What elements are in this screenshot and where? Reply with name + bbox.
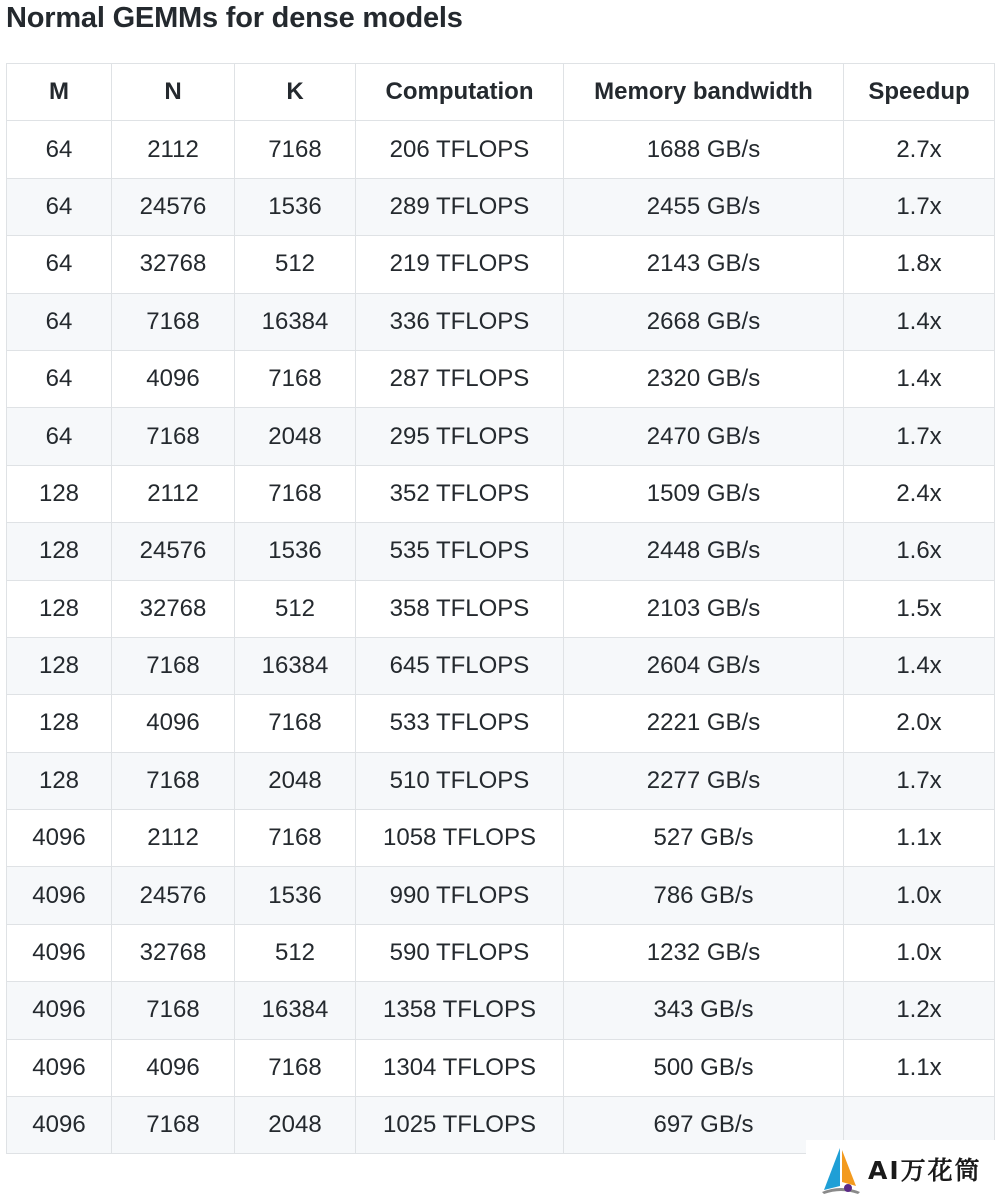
table-cell-n: 4096 [112,1039,235,1096]
table-cell-k: 2048 [235,1097,356,1154]
table-body [7,121,995,1154]
table-cell-m: 4096 [7,810,112,867]
table-cell-k: 7168 [235,1039,356,1096]
table-cell-m: 4096 [7,1097,112,1154]
table-cell-n: 7168 [112,982,235,1039]
table-cell-k: 16384 [235,293,356,350]
table-cell-m: 128 [7,523,112,580]
table-cell-n: 7168 [112,637,235,694]
table-cell-m: 4096 [7,982,112,1039]
table-cell-speedup: 1.7x [844,752,995,809]
table-cell-k: 16384 [235,637,356,694]
table-header [7,64,995,121]
table-cell-memory-bandwidth: 786 GB/s [564,867,844,924]
table-cell-computation: 289 TFLOPS [356,178,564,235]
table-cell-speedup: 1.4x [844,637,995,694]
table-cell-computation: 336 TFLOPS [356,293,564,350]
table-cell-m: 64 [7,408,112,465]
table-cell-memory-bandwidth: 1232 GB/s [564,924,844,981]
table-cell-k: 512 [235,236,356,293]
table-cell-memory-bandwidth: 2221 GB/s [564,695,844,752]
table-cell-computation: 990 TFLOPS [356,867,564,924]
table-cell-n: 32768 [112,580,235,637]
table-cell-k: 1536 [235,867,356,924]
table-row [7,752,995,809]
table-cell-m: 128 [7,637,112,694]
table-cell-m: 4096 [7,867,112,924]
table-row [7,178,995,235]
table-cell-n: 7168 [112,408,235,465]
table-cell-computation: 219 TFLOPS [356,236,564,293]
table-cell-n: 24576 [112,523,235,580]
table-cell-memory-bandwidth: 2143 GB/s [564,236,844,293]
table-cell-memory-bandwidth: 1509 GB/s [564,465,844,522]
table-cell-n: 7168 [112,1097,235,1154]
table-cell-memory-bandwidth: 2668 GB/s [564,293,844,350]
table-cell-n: 4096 [112,695,235,752]
table-cell-speedup: 1.5x [844,580,995,637]
table-cell-computation: 1304 TFLOPS [356,1039,564,1096]
table-cell-memory-bandwidth: 527 GB/s [564,810,844,867]
table-cell-m: 128 [7,752,112,809]
table-cell-computation: 645 TFLOPS [356,637,564,694]
table-cell-speedup: 1.1x [844,810,995,867]
table-cell-computation: 1025 TFLOPS [356,1097,564,1154]
table-cell-computation: 1058 TFLOPS [356,810,564,867]
table-cell-k: 7168 [235,350,356,407]
table-cell-k: 512 [235,580,356,637]
table-header-row [7,64,995,121]
table-cell-k: 512 [235,924,356,981]
table-cell-m: 64 [7,350,112,407]
table-row [7,637,995,694]
table-cell-k: 1536 [235,523,356,580]
table-row [7,867,995,924]
table-cell-m: 64 [7,121,112,178]
table-cell-speedup: 1.8x [844,236,995,293]
table-cell-n: 32768 [112,236,235,293]
table-cell-m: 4096 [7,1039,112,1096]
table-cell-m: 64 [7,178,112,235]
table-row [7,982,995,1039]
table-cell-speedup: 2.4x [844,465,995,522]
table-cell-speedup: 1.7x [844,408,995,465]
table-row [7,695,995,752]
column-header-m: M [7,64,112,121]
table-cell-memory-bandwidth: 697 GB/s [564,1097,844,1154]
table-cell-m: 128 [7,465,112,522]
table-cell-speedup: 1.2x [844,982,995,1039]
table-cell-memory-bandwidth: 500 GB/s [564,1039,844,1096]
table-cell-speedup: 1.0x [844,924,995,981]
table-row [7,293,995,350]
table-cell-speedup: 1.6x [844,523,995,580]
table-cell-computation: 1358 TFLOPS [356,982,564,1039]
table-cell-memory-bandwidth: 2455 GB/s [564,178,844,235]
table-cell-speedup: 2.7x [844,121,995,178]
watermark-text: AI万花筒 [868,1156,982,1185]
table-row [7,580,995,637]
table-cell-m: 128 [7,695,112,752]
table-cell-n: 2112 [112,465,235,522]
table-row [7,350,995,407]
table-row [7,924,995,981]
table-cell-k: 7168 [235,465,356,522]
table-cell-memory-bandwidth: 2277 GB/s [564,752,844,809]
table-cell-n: 4096 [112,350,235,407]
table-cell-computation: 287 TFLOPS [356,350,564,407]
table-cell-speedup: 1.4x [844,293,995,350]
table-row [7,810,995,867]
table-cell-k: 16384 [235,982,356,1039]
table-cell-memory-bandwidth: 2604 GB/s [564,637,844,694]
table-cell-computation: 535 TFLOPS [356,523,564,580]
table-cell-memory-bandwidth: 2320 GB/s [564,350,844,407]
table-cell-n: 24576 [112,178,235,235]
table-row [7,523,995,580]
table-cell-m: 64 [7,236,112,293]
table-cell-computation: 295 TFLOPS [356,408,564,465]
gemm-table [6,63,995,1154]
table-cell-memory-bandwidth: 2103 GB/s [564,580,844,637]
table-cell-speedup: 1.1x [844,1039,995,1096]
table-cell-computation: 510 TFLOPS [356,752,564,809]
table-cell-n: 24576 [112,867,235,924]
column-header-computation: Computation [356,64,564,121]
table-row [7,121,995,178]
sail-logo-icon [818,1146,864,1196]
page-title: Normal GEMMs for dense models [6,2,463,34]
table-cell-n: 2112 [112,121,235,178]
table-cell-k: 2048 [235,408,356,465]
table-cell-computation: 358 TFLOPS [356,580,564,637]
column-header-n: N [112,64,235,121]
table-row [7,1039,995,1096]
column-header-k: K [235,64,356,121]
table-cell-speedup: 2.0x [844,695,995,752]
table-cell-n: 7168 [112,293,235,350]
table-cell-memory-bandwidth: 1688 GB/s [564,121,844,178]
column-header-speedup: Speedup [844,64,995,121]
table-cell-m: 64 [7,293,112,350]
table-cell-speedup: 1.0x [844,867,995,924]
table-cell-k: 2048 [235,752,356,809]
table-cell-m: 4096 [7,924,112,981]
table-cell-memory-bandwidth: 2448 GB/s [564,523,844,580]
table-cell-n: 7168 [112,752,235,809]
table-cell-computation: 206 TFLOPS [356,121,564,178]
table-cell-speedup: 1.4x [844,350,995,407]
table-cell-computation: 590 TFLOPS [356,924,564,981]
table-row [7,408,995,465]
column-header-memory-bandwidth: Memory bandwidth [564,64,844,121]
table-cell-k: 7168 [235,810,356,867]
table-cell-k: 7168 [235,121,356,178]
table-cell-n: 2112 [112,810,235,867]
watermark [806,1140,1000,1201]
table-cell-memory-bandwidth: 343 GB/s [564,982,844,1039]
table-cell-computation: 533 TFLOPS [356,695,564,752]
table-cell-speedup: 1.7x [844,178,995,235]
table-row [7,465,995,522]
table-row [7,236,995,293]
table-cell-k: 7168 [235,695,356,752]
table-cell-memory-bandwidth: 2470 GB/s [564,408,844,465]
table-cell-k: 1536 [235,178,356,235]
table-cell-computation: 352 TFLOPS [356,465,564,522]
table-cell-n: 32768 [112,924,235,981]
table-cell-m: 128 [7,580,112,637]
